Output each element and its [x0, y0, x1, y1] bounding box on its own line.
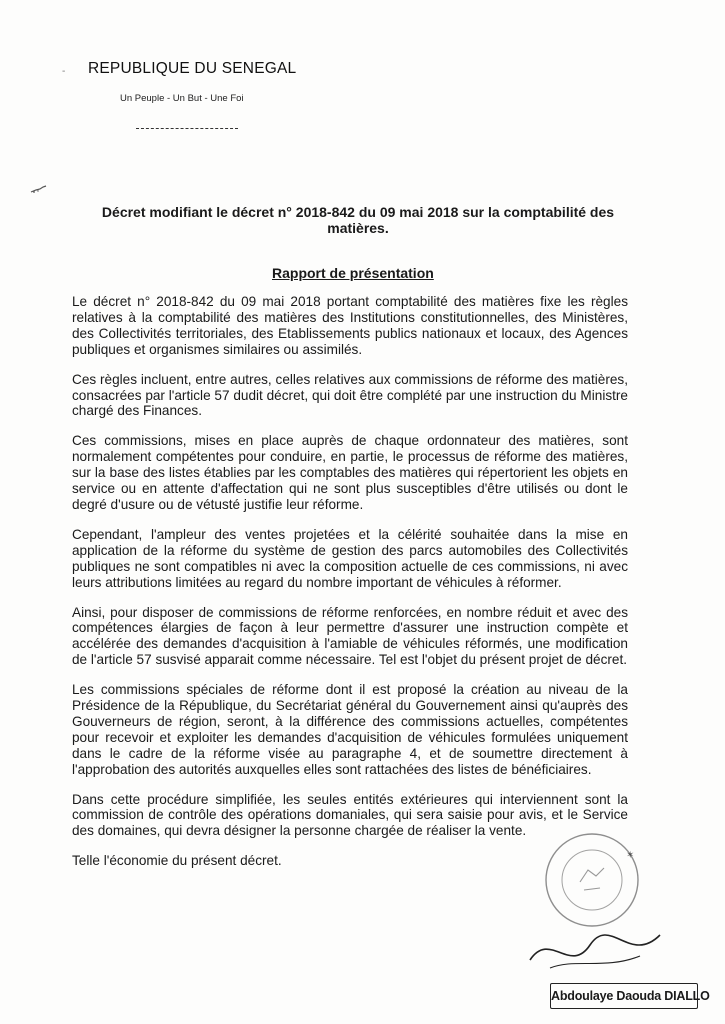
paragraph: Cependant, l'ampleur des ventes projetées et la célérité souhaitée dans la mise en application de la réforme du système de gestion des parcs automobiles des Collectivités publiques ne sont compatibles ni avec la composition actuelle de ces commissions, ni avec leurs attributions limitées au regard du nombre important de véhicules à réformer. — [72, 526, 628, 590]
paragraph: Les commissions spéciales de réforme dont il est proposé la création au niveau de la Présidence de la République, du Secrétariat général du Gouvernement ainsi qu'auprès des Gouverneurs de région, seront, à la différence des commissions actuelles, compétentes pour recevoir et exploiter les demandes d'acquisition de véhicules formulées uniquement dans le cadre de la réforme visée au paragraphe 4, et de soumettre directement à l'approbation des autorités auxquelles elles sont rattachées des listes de bénéficiaires. — [72, 682, 628, 777]
paragraph: Dans cette procédure simplifiée, les seules entités extérieures qui interviennent sont la commission de contrôle des opérations domaniales, qui sera saisie pour avis, et le Service des domaines, qui devra désigner la personne chargée de réaliser la vente. — [72, 791, 628, 839]
scan-speck — [30, 184, 48, 194]
country-name: REPUBLIQUE DU SENEGAL — [88, 60, 297, 77]
svg-text:✶: ✶ — [626, 850, 635, 861]
signer-name: Abdoulaye Daouda DIALLO — [550, 983, 698, 1009]
paragraph: Le décret n° 2018-842 du 09 mai 2018 portant comptabilité des matières fixe les règles relatives à la comptabilité des matières des Institutions constitutionnelles, des Ministères, des Collectivités territoriales, des Etablissements publics nationaux et locaux, des Agences publiques et organismes similaires ou assimilés. — [72, 294, 628, 357]
signature-scribble — [520, 920, 670, 980]
decree-title: Décret modifiant le décret n° 2018-842 du 09 mai 2018 sur la comptabilité des matières. — [101, 204, 615, 236]
header-separator — [136, 128, 238, 129]
official-stamp — [540, 830, 644, 930]
paragraph: Telle l'économie du présent décret. — [72, 853, 282, 869]
margin-mark: - — [62, 66, 66, 77]
paragraph: Ainsi, pour disposer de commissions de réforme renforcées, en nombre réduit et avec des compétences élargies de façon à leur permettre d'assurer une instruction compète et accélérée des demandes d'acquisition à l'amiable de véhicules réformés, une modification de l'article 57 susvisé apparait comme nécessaire. Tel est l'objet du présent projet de décret. — [72, 604, 628, 668]
national-motto: Un Peuple - Un But - Une Foi — [120, 93, 244, 104]
report-body — [72, 294, 628, 869]
report-heading: Rapport de présentation — [272, 265, 434, 281]
paragraph: Ces règles incluent, entre autres, celles relatives aux commissions de réforme des matières, consacrées par l'article 57 dudit décret, qui doit être complété par une instruction du Ministre chargé des Finances. — [72, 371, 628, 419]
paragraph: Ces commissions, mises en place auprès de chaque ordonnateur des matières, sont normalement compétentes pour conduire, en partie, le processus de réforme des matières, sur la base des listes établies par les comptables des matières qui répertorient les objets en service ou en attente d'affectation qui ne sont plus susceptibles d'être utilisés ou dont le degré d'usure ou de vétusté justifie leur réforme. — [72, 433, 628, 512]
